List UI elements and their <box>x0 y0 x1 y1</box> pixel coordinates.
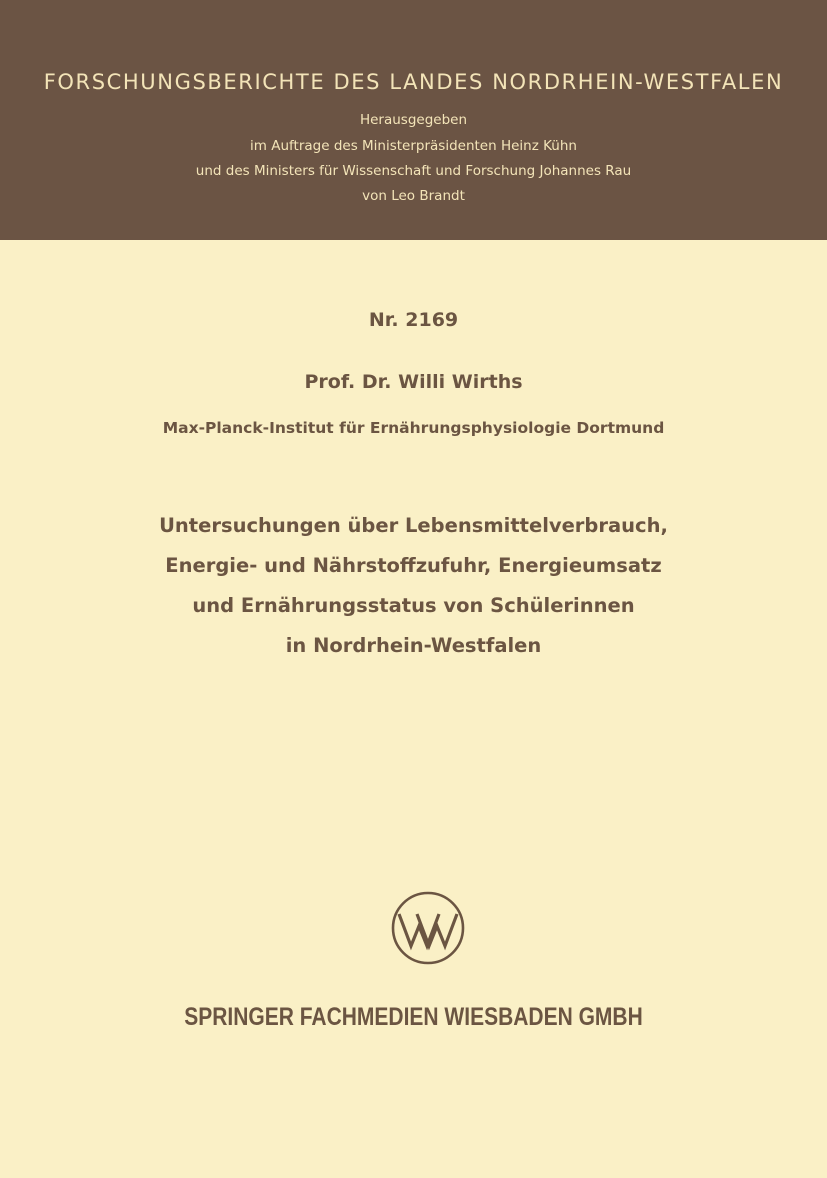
series-title: FORSCHUNGSBERICHTE DES LANDES NORDRHEIN-WESTFALEN <box>43 70 784 94</box>
issue-number: Nr. 2169 <box>368 309 459 331</box>
title-line-2: Energie- und Nährstoffzufuhr, Energieumsatz <box>165 554 662 577</box>
book-title <box>0 506 827 666</box>
author-institute: Max-Planck-Institut für Ernährungsphysiologie Dortmund <box>162 419 665 437</box>
title-line-3: und Ernährungsstatus von Schülerinnen <box>192 594 635 617</box>
author-name: Prof. Dr. Willi Wirths <box>304 371 523 393</box>
title-line-4: in Nordrhein-Westfalen <box>285 634 542 657</box>
editor-line-editor: von Leo Brandt <box>362 188 465 204</box>
title-line-1: Untersuchungen über Lebensmittelverbrauch, <box>159 514 668 537</box>
editor-line-minister: und des Ministers für Wissenschaft und Forschung Johannes Rau <box>195 163 632 179</box>
editor-line-published: Herausgegeben <box>359 112 468 128</box>
publisher-imprint: SPRINGER FACHMEDIEN WIESBADEN GMBH <box>184 1003 643 1031</box>
editor-line-prime-minister: im Auftrage des Ministerpräsidenten Heinz Kühn <box>250 138 577 154</box>
springer-ww-logo-icon <box>390 890 466 966</box>
series-header-band <box>0 0 827 240</box>
